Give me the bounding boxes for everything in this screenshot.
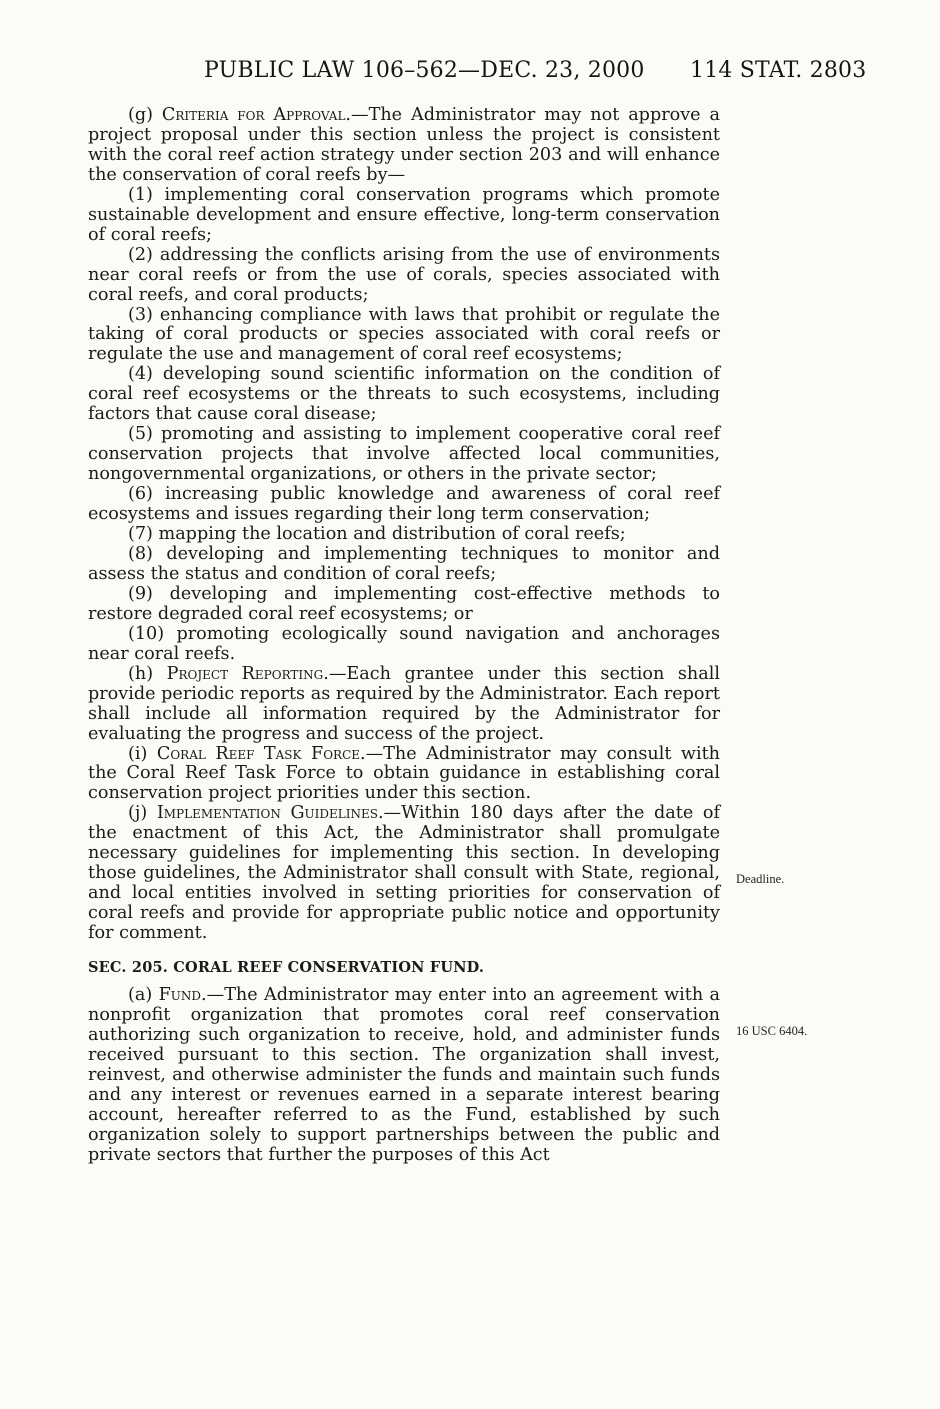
running-header-law: PUBLIC LAW 106–562—DEC. 23, 2000 bbox=[204, 58, 645, 83]
list-item: (9) developing and implementing cost-effective methods to restore degraded coral reef ecosystems; or bbox=[88, 583, 720, 624]
paragraph-a-heading: Fund bbox=[158, 984, 202, 1005]
body-text bbox=[88, 106, 720, 1166]
paragraph-h-heading: Project Reporting bbox=[166, 663, 324, 684]
paragraph-g-heading: Criteria for Approval bbox=[161, 105, 346, 125]
paragraph-h-label: (h) bbox=[128, 663, 167, 684]
paragraph-j-heading: Implementation Guidelines bbox=[156, 803, 378, 824]
paragraph-g-label: (g) bbox=[128, 105, 162, 125]
paragraph-h bbox=[88, 665, 720, 745]
paragraph-j bbox=[88, 804, 720, 944]
paragraph-g-body: .—The Administrator may not approve a project proposal under this section unless the project is consistent with the coral reef action strategy under section 203 and will enhance the conservation of coral reefs by— bbox=[88, 105, 720, 185]
margin-note-usc: 16 USC 6404. bbox=[736, 1024, 808, 1038]
list-item: (3) enhancing compliance with laws that prohibit or regulate the taking of coral products or species associated with coral reefs or regulate the use and management of coral reef ecosystems; bbox=[88, 304, 720, 365]
list-item: (5) promoting and assisting to implement cooperative coral reef conservation projects that involve affected local communities, nongovernmental organizations, or others in the private sector; bbox=[88, 424, 720, 485]
list-item: (1) implementing coral conservation programs which promote sustainable development and ensure effective, long-term conservation of coral reefs; bbox=[88, 184, 720, 245]
paragraph-a-label: (a) bbox=[128, 984, 159, 1005]
paragraph-h-body: .—Each grantee under this section shall provide periodic reports as required by the Administrator. Each report shall include all information required by the Administrator for evaluating the progress and success of the project. bbox=[88, 663, 721, 744]
running-header-stat: 114 STAT. 2803 bbox=[690, 58, 867, 83]
paragraph-i-label: (i) bbox=[128, 743, 157, 764]
paragraph-g bbox=[88, 106, 720, 186]
section-heading: SEC. 205. CORAL REEF CONSERVATION FUND. bbox=[88, 959, 485, 977]
list-item: (7) mapping the location and distribution of coral reefs; bbox=[128, 524, 626, 545]
paragraph-j-body: .—Within 180 days after the date of the enactment of this Act, the Administrator shall promulgate necessary guidelines for implementing this section. In developing those guidelines, the Administrator shall consult with State, regional, and local entities involved in setting priorities for conservation of coral reefs and provide for appropriate public notice and opportunity for comment. bbox=[88, 803, 720, 944]
list-item: (2) addressing the conflicts arising from the use of environments near coral reefs or from the use of corals, species associated with coral reefs, and coral products; bbox=[88, 244, 720, 305]
paragraph-i-heading: Coral Reef Task Force bbox=[156, 743, 361, 764]
paragraph-a-body: .—The Administrator may enter into an agreement with a nonprofit organization that promotes coral reef conservation authorizing such organization to receive, hold, and administer funds received pursuant to this section. The organization shall invest, reinvest, and otherwise administer the funds and maintain such funds and any interest or revenues earned in a separate interest bearing account, hereafter referred to as the Fund, established by such organization solely to support partnerships between the public and private sectors that further the purposes of this Act bbox=[88, 984, 720, 1165]
paragraph-a bbox=[88, 986, 720, 1166]
list-item: (6) increasing public knowledge and awareness of coral reef ecosystems and issues regarding their long term conservation; bbox=[88, 484, 720, 525]
list-item: (4) developing sound scientific information on the condition of coral reef ecosystems or the threats to such ecosystems, including factors that cause coral disease; bbox=[88, 364, 720, 425]
paragraph-i-body: .—The Administrator may consult with the Coral Reef Task Force to obtain guidance in establishing coral conservation project priorities under this section. bbox=[88, 743, 720, 804]
list-item: (10) promoting ecologically sound navigation and anchorages near coral reefs. bbox=[88, 623, 720, 664]
paragraph-i bbox=[88, 745, 720, 805]
paragraph-j-label: (j) bbox=[128, 803, 157, 824]
margin-note-deadline: Deadline. bbox=[736, 872, 785, 886]
list-item: (8) developing and implementing techniques to monitor and assess the status and condition of coral reefs; bbox=[88, 543, 720, 584]
